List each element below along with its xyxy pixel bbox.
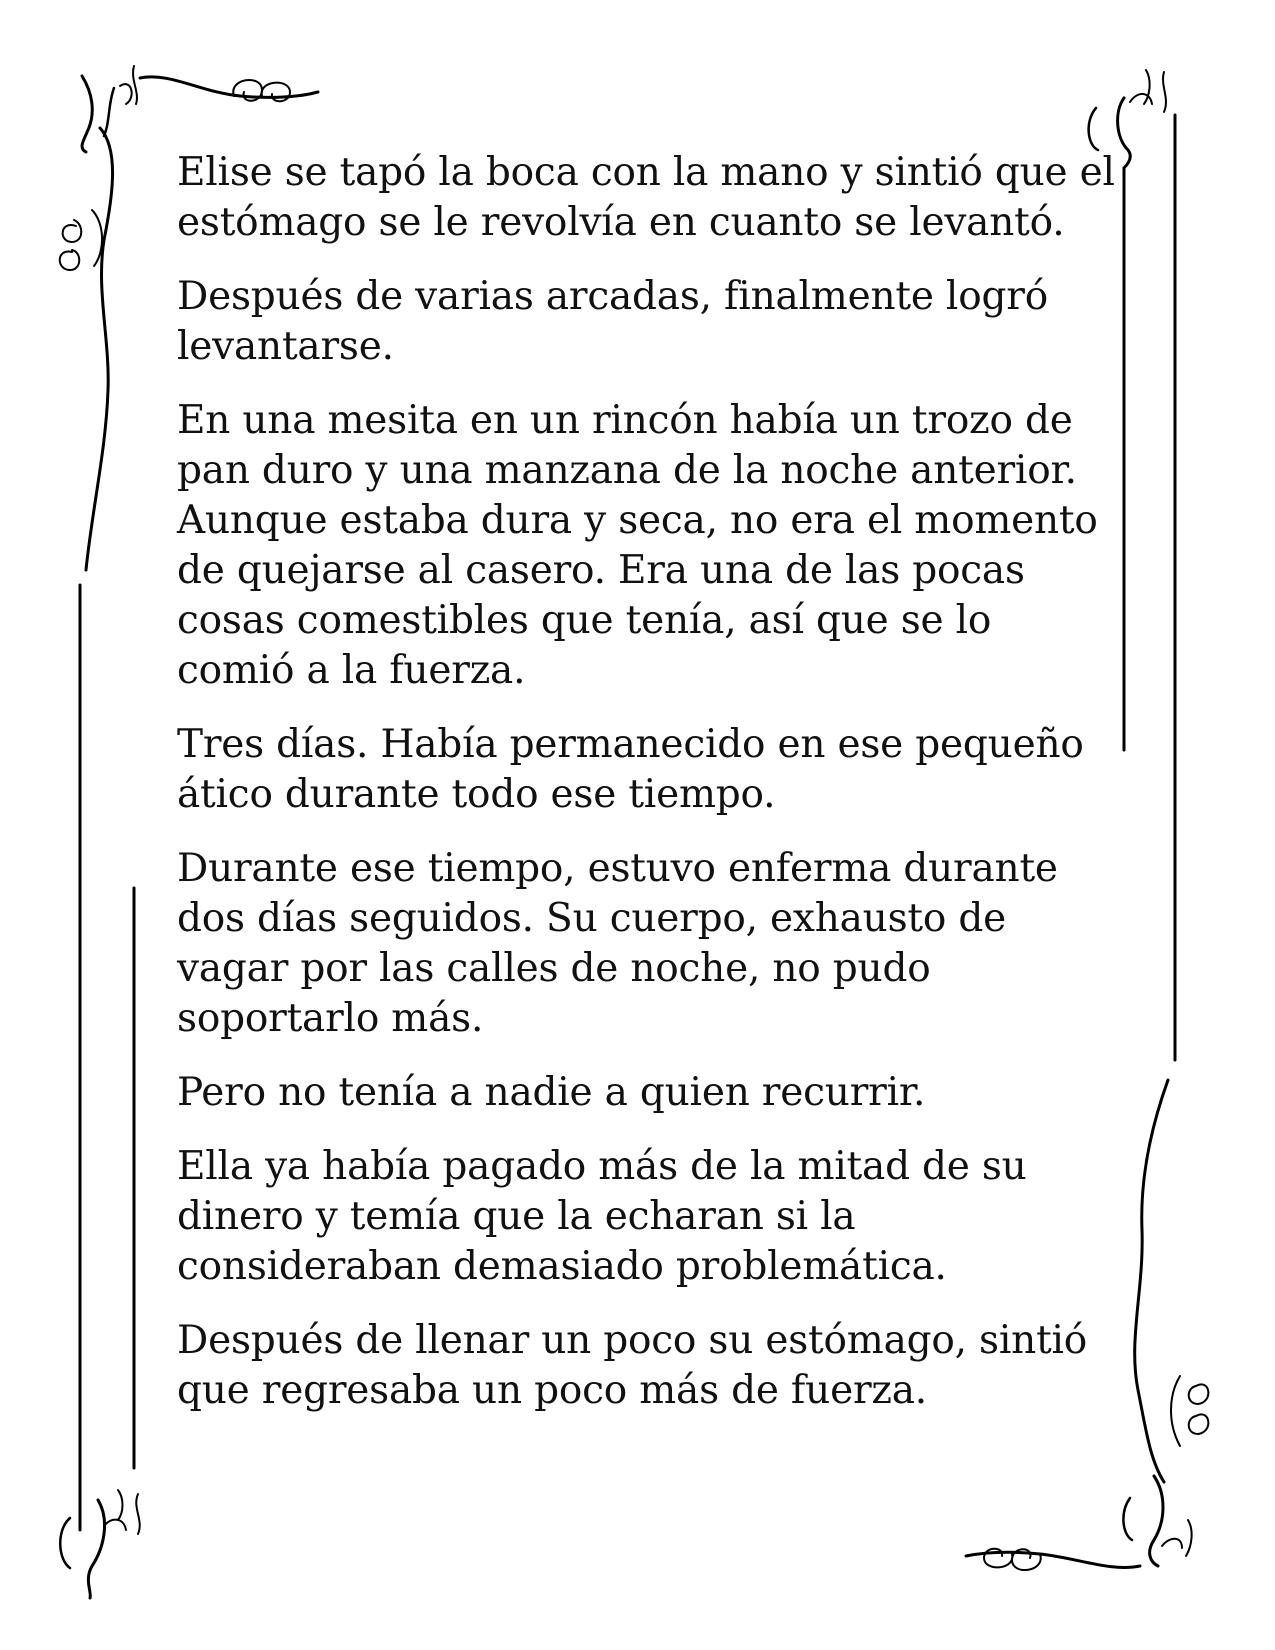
page-text	[177, 148, 1117, 1440]
paragraph: Tres días. Había permanecido en ese pequeño ático durante todo ese tiempo.	[177, 722, 1084, 817]
paragraph: Elise se tapó la boca con la mano y sintió que el estómago se le revolvía en cuanto se levantó.	[177, 150, 1115, 245]
paragraph: Después de llenar un poco su estómago, sintió que regresaba un poco más de fuerza.	[177, 1318, 1088, 1413]
paragraph: Ella ya había pagado más de la mitad de su dinero y temía que la echaran si la consideraban demasiado problemática.	[177, 1144, 1027, 1289]
paragraph: Después de varias arcadas, finalmente logró levantarse.	[177, 274, 1048, 369]
bottom-left-flourish	[60, 1490, 139, 1598]
paragraph: Durante ese tiempo, estuvo enferma durante dos días seguidos. Su cuerpo, exhausto de vagar por las calles de noche, no pudo soportarlo más.	[177, 846, 1058, 1041]
paragraph: Pero no tenía a nadie a quien recurrir.	[177, 1070, 926, 1115]
paragraph: En una mesita en un rincón había un trozo de pan duro y una manzana de la noche anterior. Aunque estaba dura y seca, no era el momento de quejarse al casero. Era una de las pocas cosas comestibles que tenía, así que se lo comió a la fuerza.	[177, 398, 1098, 693]
